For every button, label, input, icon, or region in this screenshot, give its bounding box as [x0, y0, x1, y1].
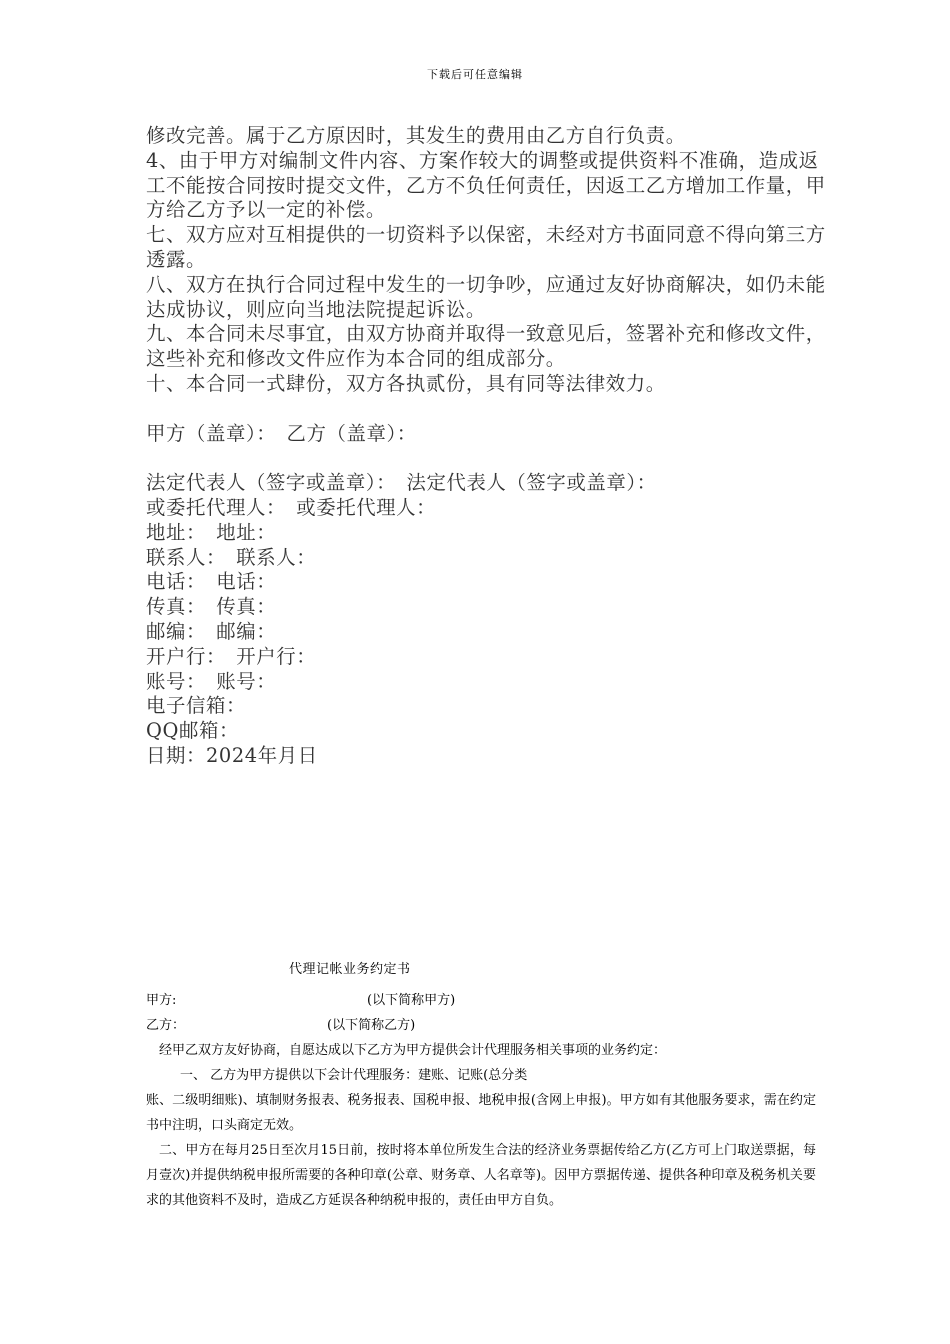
paragraph-clause-4: 4、由于甲方对编制文件内容、方案作较大的调整或提供资料不准确，造成返工不能按合同按时提交文件，乙方不负任何责任，因返工乙方增加工作量，甲方给乙方予以一定的补偿。	[146, 148, 826, 222]
signature-field-phone: 电话： 电话：	[146, 570, 277, 594]
contract-tail-section	[146, 124, 836, 769]
paragraph-clause-8: 八、双方在执行合同过程中发生的一切争吵，应通过友好协商解决，如仍未能达成协议，则应向当地法院提起诉讼。	[146, 272, 826, 321]
party-b-label: 乙方：	[146, 1018, 186, 1033]
agreement-intro: 经甲乙双方友好协商，自愿达成以下乙方为甲方提供会计代理服务相关事项的业务约定：	[159, 1043, 667, 1058]
seal-line: 甲方（盖章）： 乙方（盖章）：	[146, 421, 417, 445]
spacer	[146, 397, 836, 422]
signature-field-date: 日期：2024年月日	[146, 743, 318, 767]
paragraph-clause-10: 十、本合同一式肆份，双方各执贰份，具有同等法律效力。	[146, 371, 666, 395]
agreement-item-2: 二、甲方在每月25日至次月15日前，按时将本单位所发生合法的经济业务票据传给乙方(乙方可上门取送票据，每月壹次)并提供纳税申报所需要的各种印章(公章、财务章、人名章等)。因甲方票据传递、提供各种印章及税务机关要求的其他资料不及时，造成乙方延误各种纳税申报的，责任由甲方自负。	[146, 1143, 816, 1208]
paragraph-clause-9: 九、本合同未尽事宜，由双方协商并取得一致意见后，签署补充和修改文件，这些补充和修改文件应作为本合同的组成部分。	[146, 322, 826, 371]
party-b-line	[146, 1013, 816, 1038]
signature-field-account: 账号： 账号：	[146, 669, 277, 693]
signature-field-address: 地址： 地址：	[146, 520, 277, 544]
party-a-label: 甲方:	[146, 993, 177, 1008]
spacer	[146, 446, 836, 471]
signature-field-qq-email: QQ邮箱：	[146, 719, 239, 743]
signature-field-fax: 传真： 传真：	[146, 595, 277, 619]
signature-field-email: 电子信箱：	[146, 694, 246, 718]
agreement-item-1-body: 账、二级明细账)、填制财务报表、税务报表、国税申报、地税申报(含网上申报)。甲方如有其他服务要求，需在约定书中注明，口头商定无效。	[146, 1093, 816, 1133]
signature-field-postcode: 邮编： 邮编：	[146, 619, 277, 643]
signature-field-agent: 或委托代理人： 或委托代理人：	[146, 495, 437, 519]
agreement-title: 代理记帐业务约定书	[289, 962, 411, 977]
party-a-line	[146, 988, 816, 1013]
signature-field-bank: 开户行： 开户行：	[146, 644, 317, 668]
page-header-note: 下载后可任意编辑	[427, 68, 523, 81]
agreement-section	[146, 988, 816, 1213]
signature-field-contact: 联系人： 联系人：	[146, 545, 317, 569]
party-b-note: (以下简称乙方)	[327, 1018, 416, 1033]
paragraph-clause-7: 七、双方应对互相提供的一切资料予以保密，未经对方书面同意不得向第三方透露。	[146, 223, 826, 271]
paragraph-continuation: 修改完善。属于乙方原因时，其发生的费用由乙方自行负责。	[146, 124, 686, 147]
party-a-note: (以下简称甲方)	[367, 993, 456, 1008]
agreement-item-1-head: 一、 乙方为甲方提供以下会计代理服务：建账、记账(总分类	[180, 1068, 528, 1083]
signature-field-legal-rep: 法定代表人（签字或盖章）： 法定代表人（签字或盖章）：	[146, 471, 657, 495]
